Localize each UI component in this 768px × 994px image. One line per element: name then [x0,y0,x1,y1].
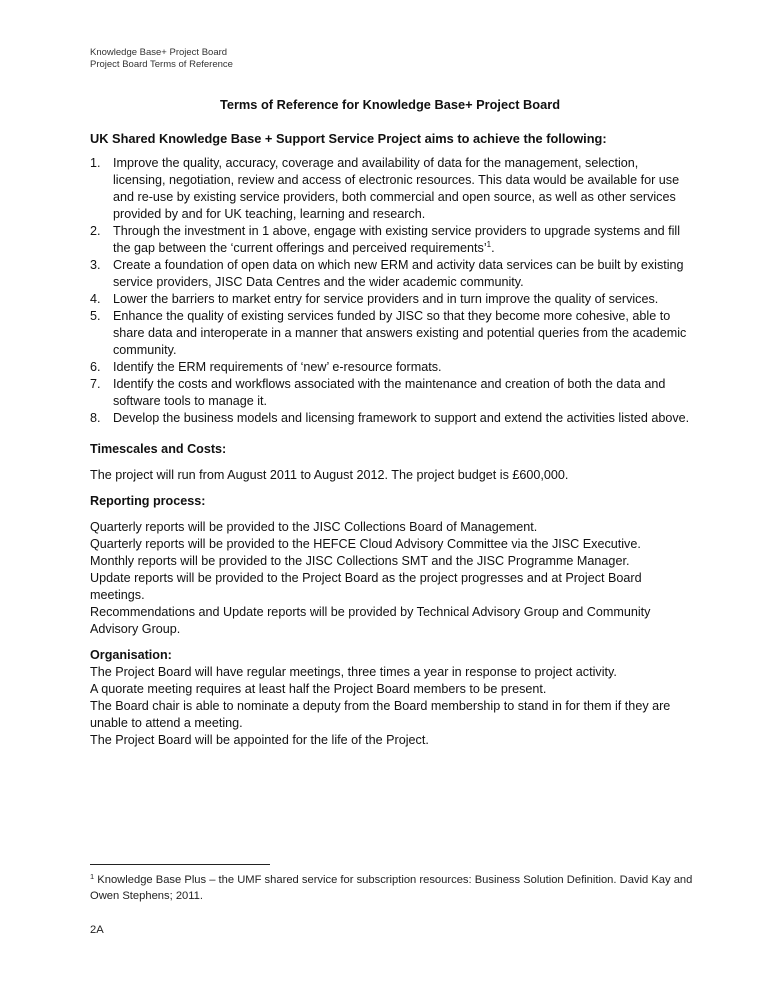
aim-text: Identify the ERM requirements of ‘new’ e-resource formats. [113,360,442,374]
reporting-lines [90,519,690,638]
aim-number: 7. [90,377,101,391]
reporting-line: Update reports will be provided to the Project Board as the project progresses and at Project Board meetings. [90,571,642,602]
aims-heading: UK Shared Knowledge Base + Support Service Project aims to achieve the following: [90,131,607,146]
organisation-line: The Project Board will have regular meetings, three times a year in response to project activity. [90,665,617,679]
aim-text-suffix: . [491,241,495,255]
aim-item [90,376,690,410]
organisation-line: A quorate meeting requires at least half the Project Board members to be present. [90,682,547,696]
aim-number: 4. [90,292,101,306]
aim-number: 5. [90,309,101,323]
aim-item [90,291,690,308]
organisation-lines [90,664,690,749]
organisation-line: The Project Board will be appointed for the life of the Project. [90,733,429,747]
aim-text: Enhance the quality of existing services funded by JISC so that they become more cohesive, able to share data and interoperate in a manner that answers existing and potential queries from the academic community. [113,309,687,357]
footnote-reference[interactable]: 1 [486,240,492,249]
document-title: Terms of Reference for Knowledge Base+ Project Board [219,97,561,112]
aim-text: Lower the barriers to market entry for service providers and in turn improve the quality of services. [113,292,659,306]
aim-item [90,308,690,359]
aim-number: 1. [90,156,101,170]
aim-text: Identify the costs and workflows associated with the maintenance and creation of both the data and software tools to manage it. [113,377,666,408]
aim-number: 2. [90,224,101,238]
page-number: 2A [90,924,104,936]
aim-number: 6. [90,360,101,374]
reporting-line: Monthly reports will be provided to the JISC Collections SMT and the JISC Programme Manager. [90,554,630,568]
footnote [90,872,710,904]
aim-item [90,359,690,376]
aim-item [90,410,690,427]
reporting-line: Quarterly reports will be provided to the JISC Collections Board of Management. [90,520,538,534]
running-header [90,47,233,71]
aim-item [90,223,690,257]
footnote-number: 1 [90,872,95,881]
aim-text: Improve the quality, accuracy, coverage and availability of data for the management, selection, licensing, negotiation, review and access of electronic resources. This data would be available for use and re-use by existing service providers, both commercial and open source, as well as other services provided by and for UK teaching, learning and research. [113,156,680,221]
timescales-heading: Timescales and Costs: [90,442,227,456]
aim-item [90,257,690,291]
footnote-separator [90,864,270,865]
header-line-1: Knowledge Base+ Project Board [90,47,228,58]
aim-item [90,155,690,223]
reporting-line: Quarterly reports will be provided to the HEFCE Cloud Advisory Committee via the JISC Executive. [90,537,641,551]
reporting-heading: Reporting process: [90,494,206,508]
organisation-line: The Board chair is able to nominate a deputy from the Board membership to stand in for them if they are unable to attend a meeting. [90,699,671,730]
header-line-2: Project Board Terms of Reference [90,59,233,70]
reporting-line: Recommendations and Update reports will be provided by Technical Advisory Group and Community Advisory Group. [90,605,651,636]
organisation-heading: Organisation: [90,648,172,662]
aim-text: Create a foundation of open data on which new ERM and activity data services can be built by existing service providers, JISC Data Centres and the wider academic community. [113,258,684,289]
timescales-text: The project will run from August 2011 to August 2012. The project budget is £600,000. [90,468,569,482]
aim-number: 3. [90,258,101,272]
aim-text: Through the investment in 1 above, engage with existing service providers to upgrade systems and fill the gap between the ‘current offerings and perceived requirements’ [113,224,681,255]
document-body [90,96,690,758]
aims-list [90,155,690,427]
footnote-text: Knowledge Base Plus – the UMF shared service for subscription resources: Business Solution Definition. David Kay and Owen Stephens; 2011. [90,874,693,902]
aim-text: Develop the business models and licensing framework to support and extend the activities listed above. [113,411,690,425]
aim-number: 8. [90,411,101,425]
